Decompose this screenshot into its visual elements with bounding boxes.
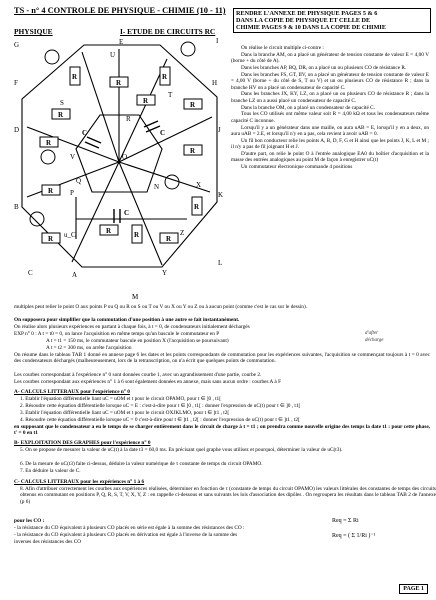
svg-text:R: R: [143, 97, 149, 105]
svg-text:G: G: [14, 41, 20, 49]
svg-text:R: R: [190, 147, 196, 155]
svg-text:T: T: [168, 91, 173, 99]
series-formula: Req = Σ Ri: [332, 518, 359, 524]
page-title: TS - n° 4 CONTROLE DE PHYSIQUE - CHIMIE (10 - 11): [14, 6, 226, 15]
svg-text:R: R: [166, 235, 172, 243]
page-number: PAGE 1: [399, 584, 428, 594]
svg-text:I: I: [216, 37, 219, 45]
paragraph: Un commutateur électronique commande 4 positions: [241, 164, 353, 171]
instruction-box: [233, 8, 431, 33]
svg-text:R: R: [46, 139, 52, 147]
paragraph: Dans la branche OM, on a placé un condensateur de capacité C.: [241, 104, 375, 111]
subject-heading: PHYSIQUE: [14, 27, 53, 36]
question-line: pour les CO :: [14, 518, 45, 524]
paragraph: Dans les branches JX, KY, LZ, on a placé un ou plusieurs CO de résistance R ; dans la branche LZ on a aussi placé un condensateur de capacité C.: [231, 91, 429, 104]
question-line: - la résistance du CO équivalent à plusieurs CO placés en série est égale à la somme des résistances des CO :: [14, 525, 245, 531]
svg-text:F: F: [14, 79, 18, 87]
instruction-line: RENDRE L'ANNEXE DE PHYSIQUE PAGES 5 & 6: [236, 10, 378, 17]
instruction-line: CHIMIE PAGES 9 & 10 DANS LA COPIE DE CHIMIE: [236, 24, 386, 32]
svg-text:R: R: [106, 227, 112, 235]
svg-text:R: R: [72, 73, 78, 81]
paragraph: On réalise le circuit multiple ci-contre :: [241, 45, 324, 51]
question-line: - la résistance du CO équivalent à plusieurs CO placés en dérivation est égale à l'inverse de la somme des: [14, 532, 238, 538]
paragraph: Lorsqu'il y a un générateur dans une maille, on aura uAB = E, lorsqu'il y en a deux, on aura uAB = 2.E, et lorsqu'il n'y en a pas, cela revient à avoir uAB = 0.: [231, 124, 429, 138]
svg-text:V: V: [70, 153, 76, 161]
question-line: 1. Etablir l'équation différentielle liant uC = uOM et t pour le circuit OPAMO, pour t ∈ ]0 , t1[: [20, 396, 221, 402]
question-line: 5. On se propose de mesurer la valeur de uC(t) à la date t3 = 60,0 ms. En précisant quel graphe vous utilisez et pourquoi, déterminer la valeur de uC(t3).: [20, 447, 343, 453]
svg-text:U: U: [110, 51, 116, 59]
body-line: Les courbes correspondant à l'expérience n° 0 sont données courbe 1, avec un agrandissement d'une partie, courbe 2.: [14, 372, 262, 378]
svg-text:R: R: [162, 73, 168, 81]
svg-text:D: D: [14, 126, 20, 134]
svg-text:O: O: [122, 153, 128, 161]
svg-text:P: P: [70, 189, 74, 197]
svg-text:C: C: [160, 129, 166, 137]
svg-text:R: R: [48, 235, 54, 243]
svg-text:J: J: [218, 126, 221, 134]
svg-text:R: R: [58, 111, 64, 119]
svg-text:N: N: [154, 183, 160, 191]
resistors: [40, 67, 202, 243]
question-line: 8. Afin d'attribuer correctement les courbes aux expériences réalisées, déterminer en fonction de τ (constante de temps du circuit OPAMO) les valeurs littérales des constantes de temps des circuits obtenus en commutant en positions P, Q, R, S, T, V, X, Y, Z : en rappelle ci-dessous et sans suivants les lois d'association des dipôles . On regroupera les résultats dans le tableau TAB 2 de l'annexe (p 6): [20, 486, 436, 505]
circuit-diagram: [12, 37, 228, 304]
svg-text:B: B: [14, 203, 19, 211]
paragraph: Dans les branches AP, BQ, DR, on a placé un ou plusieurs CO de résistance R.: [241, 65, 407, 71]
svg-text:Q: Q: [76, 177, 82, 185]
body-line: EXP n° 0 : A t = t0 = 0, on lance l'acquisition en même temps qu'un bascule le commutateur en P: [14, 331, 220, 337]
question-line: 6. De la mesure de uC(t3) faite ci-dessus, déduire la valeur numérique de τ constante de temps du circuit OPAMO.: [20, 461, 263, 467]
handwritten-note: d'after: [365, 331, 379, 336]
svg-text:K: K: [218, 191, 224, 199]
svg-text:R: R: [126, 115, 131, 123]
svg-text:L: L: [218, 259, 223, 267]
svg-text:X: X: [196, 181, 202, 189]
svg-text:C: C: [28, 269, 33, 277]
svg-text:C: C: [82, 129, 88, 137]
handwritten-note: décharge: [365, 338, 384, 343]
section-heading: I- ETUDE DE CIRCUITS RC: [120, 27, 216, 36]
question-line: en supposant que le condensateur a eu le temps de se charger entièrement dans le circuit de charge à t = t1 ; on prendra comme nouvelle origine des temps la date t1 : pour cette phase, t' = 0 en t1: [14, 424, 430, 437]
svg-text:R: R: [190, 101, 196, 109]
section-b-heading: B- EXPLOITATION DES GRAPHES pour l'expérience n° 0: [14, 440, 151, 446]
instruction-line: DANS LA COPIE DE PHYSIQUE ET CELLE DE: [236, 17, 371, 25]
right-column-text: [231, 45, 429, 171]
svg-text:R: R: [116, 79, 122, 87]
section-c-heading: C- CALCULS LITTERAUX pour les expériences n° 1 à 6: [14, 479, 145, 485]
body-line: On réalise alors plusieurs expériences en partant à chaque fois, à t = 0, de condensateurs initialement déchargés: [14, 324, 250, 330]
svg-text:R: R: [194, 203, 200, 211]
question-line: 4. Résoudre cette équation différentielle lorsque uC = 0 c'est-à-dire pour t ∈ ]t1 , t2[ : donner l'expression de uC(t) pour t ∈ ]t1 , t2[: [20, 417, 300, 423]
body-line: On résume dans le tableau TAB 1 donné en annexe page 6 les dates et les points correspondants de commutation pour les expériences suivantes, l'acquisition se commençant toujours à t = 0 avec des condensateurs déchargés (malheureusement, lors de la retranscription, on n'a écrit que quelques points de commutation.: [14, 352, 430, 365]
svg-text:Z: Z: [180, 229, 185, 237]
svg-text:E: E: [119, 38, 124, 46]
body-line: On supposera pour simplifier que la commutation d'une position à une autre se fait instantanément.: [14, 317, 240, 323]
question-line: inverses des résistances des CO: [14, 539, 82, 545]
paragraph: Dans les branches FS, GT, IIV, on a placé un générateur de tension constante de valeur E = 4,00 V (borne + du côté de S, T ou V) et un ou plusieurs CO de résistance R ; dans la branche HV on a placé un condensateur de capacité C.: [231, 71, 429, 91]
question-line: 2. Résoudre cette équation différentielle lorsque uC = E : c'est-à-dire pour t ∈ ]0 , t1[ : donner l'expression de uC(t) pour t ∈ ]0 , t1[: [20, 403, 301, 409]
paragraph: Dans la branche AM, on a placé un générateur de tension constante de valeur E = 4,00 V (borne + du côté de A).: [231, 51, 429, 65]
question-line: 7. En déduire la valeur de C.: [20, 468, 81, 474]
parallel-formula: Req = ( Σ 1/Ri )⁻¹: [332, 533, 376, 539]
svg-text:M: M: [132, 293, 139, 301]
spoke-top-left: [82, 52, 119, 162]
paragraph: Tous les CO utilisés ont même valeur soit R = 4,00 kΩ et tous les condensateurs même capacité C inconnue.: [231, 111, 429, 124]
svg-text:C: C: [124, 209, 130, 217]
svg-text:Y: Y: [162, 269, 168, 277]
svg-text:H: H: [212, 79, 218, 87]
paragraph: Un fil bon conducteur relie les points A, B, D, F, G et H ainsi que les points J, K, L et M ; il n'y a pas de fil joignant H et J.: [231, 137, 429, 151]
svg-text:A: A: [72, 271, 78, 279]
body-line: multiples peut relier le point O aux points P ou Q ou R ou S ou T ou V ou X ou Y ou Z ou à aucun point (comme c'est le cas sur le dessin).: [14, 304, 308, 310]
paragraph: D'autre part, on relie le point O à l'entrée analogique EA0 du boîtier d'acquisition et la masse des entrées analogiques au point M de façon à enregistrer uC(t): [231, 151, 429, 164]
svg-text:u_C: u_C: [64, 231, 76, 239]
body-line: Les courbes correspondant aux expériences n° 1 à 6 sont également données en annexe, mais sans aucun ordre : courbes A à F: [14, 379, 282, 385]
question-line: 3. Etablir l'équation différentielle liant uC = uOM et t pour le circuit OXJKLMO, pour t ∈ ]t1 , t2[: [20, 410, 230, 416]
section-a-heading: A- CALCULS LITTERAUX pour l'expérience n° 0: [14, 389, 130, 395]
svg-text:S: S: [60, 99, 64, 107]
body-line: A t = t2 = 300 ms, on arrête l'acquisition: [46, 345, 132, 351]
svg-text:R: R: [48, 187, 54, 195]
svg-text:R: R: [134, 231, 140, 239]
body-line: A t = t1 = 150 ms, le commutateur bascule en position X (l'acquisition se poursuivant): [46, 338, 229, 344]
